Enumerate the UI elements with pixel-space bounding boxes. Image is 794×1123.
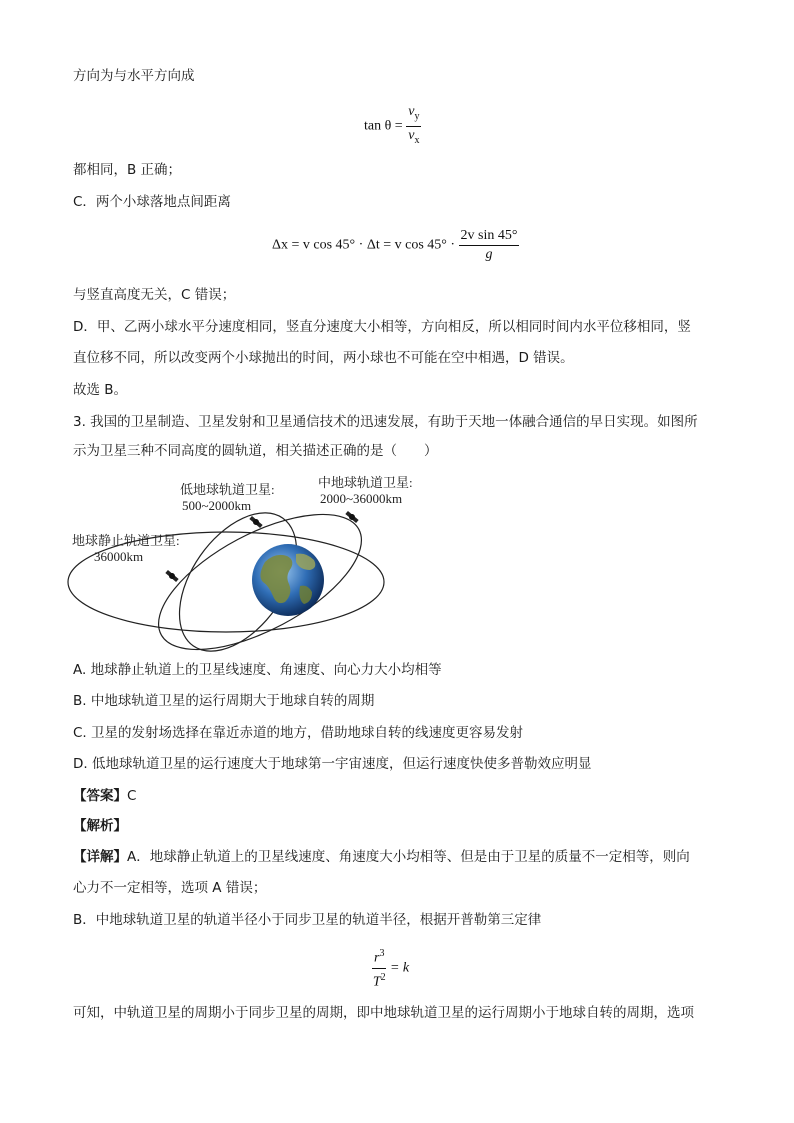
- answer-value: C: [127, 788, 137, 804]
- text-line: 直位移不同，所以改变两个小球抛出的时间，两小球也不可能在空中相遇，D 错误。: [73, 350, 574, 366]
- eq2-den: g: [485, 247, 493, 262]
- label-geo-orbit-name: 地球静止轨道卫星:: [72, 533, 180, 548]
- question-3-line2: 示为卫星三种不同高度的圆轨道，相关描述正确的是（ ）: [73, 443, 438, 459]
- text-line: C．两个小球落地点间距离: [73, 194, 231, 210]
- text-line: 与竖直高度无关，C 错误；: [73, 287, 236, 303]
- eq2-num: 2v sin 45°: [459, 228, 520, 246]
- eq1-num: v: [408, 104, 415, 119]
- option-a: A. 地球静止轨道上的卫星线速度、角速度、向心力大小均相等: [73, 662, 442, 678]
- eq3-fraction: [372, 946, 386, 990]
- eq3-den: T: [372, 974, 381, 990]
- analysis-label: 【解析】: [73, 818, 127, 834]
- satellite-icon-geo: [165, 569, 180, 583]
- eq1-fraction: [406, 104, 421, 149]
- equation-delta-x: [272, 228, 519, 263]
- text-line: D．甲、乙两小球水平分速度相同，竖直分速度大小相等，方向相反，所以相同时间内水平位移相同，竖: [73, 319, 691, 335]
- label-mid-orbit-name: 中地球轨道卫星:: [318, 475, 413, 490]
- eq1-lhs: tan θ =: [364, 118, 403, 134]
- option-d: D. 低地球轨道卫星的运行速度大于地球第一宇宙速度，但运行速度快使多普勒效应明显: [73, 756, 592, 772]
- eq3-num: r: [374, 950, 380, 966]
- satellite-icon-low: [249, 515, 264, 529]
- text-line: 都相同，B 正确；: [73, 162, 182, 178]
- label-low-orbit-name: 低地球轨道卫星:: [180, 482, 275, 497]
- detail-a-line1: [73, 847, 690, 867]
- option-c: C. 卫星的发射场选择在靠近赤道的地方，借助地球自转的线速度更容易发射: [73, 725, 524, 741]
- eq3-rhs: = k: [389, 960, 410, 976]
- text-line: 故选 B。: [73, 382, 128, 398]
- text-line-last: 可知，中轨道卫星的周期小于同步卫星的周期，即中地球轨道卫星的运行周期小于地球自转的周期，选项: [73, 1005, 694, 1021]
- answer-label: 【答案】: [73, 788, 127, 804]
- question-3-line1: 3. 我国的卫星制造、卫星发射和卫星通信技术的迅速发展，有助于天地一体融合通信的早日实现。如图所: [73, 414, 698, 430]
- eq1-den-sub: x: [414, 134, 420, 146]
- eq2-fraction: [459, 228, 520, 263]
- answer-line: [73, 786, 136, 806]
- eq3-num-sup: 3: [379, 948, 385, 959]
- eq1-num-sub: y: [414, 110, 420, 122]
- option-b: B. 中地球轨道卫星的运行周期大于地球自转的周期: [73, 693, 375, 709]
- equation-kepler: [372, 946, 409, 990]
- label-mid-orbit-range: 2000~36000km: [320, 491, 403, 506]
- detail-a-text: A．地球静止轨道上的卫星线速度、角速度大小均相等、但是由于卫星的质量不一定相等，则向: [127, 849, 690, 865]
- detail-b-line: B．中地球轨道卫星的轨道半径小于同步卫星的轨道半径，根据开普勒第三定律: [73, 912, 542, 928]
- text-line: 方向为与水平方向成: [73, 68, 195, 84]
- detail-label: 【详解】: [73, 849, 127, 865]
- eq1-den: v: [408, 127, 415, 143]
- label-low-orbit-range: 500~2000km: [182, 498, 252, 513]
- earth-globe: [252, 544, 324, 616]
- detail-a-line2: 心力不一定相等，选项 A 错误；: [73, 880, 267, 896]
- label-geo-orbit-range: 36000km: [94, 549, 144, 564]
- eq3-den-sup: 2: [380, 971, 386, 983]
- eq2-part1: Δx = v cos 45° · Δt = v cos 45° ·: [272, 237, 456, 253]
- equation-tan-theta: [364, 104, 421, 149]
- satellite-orbit-figure: [60, 470, 413, 650]
